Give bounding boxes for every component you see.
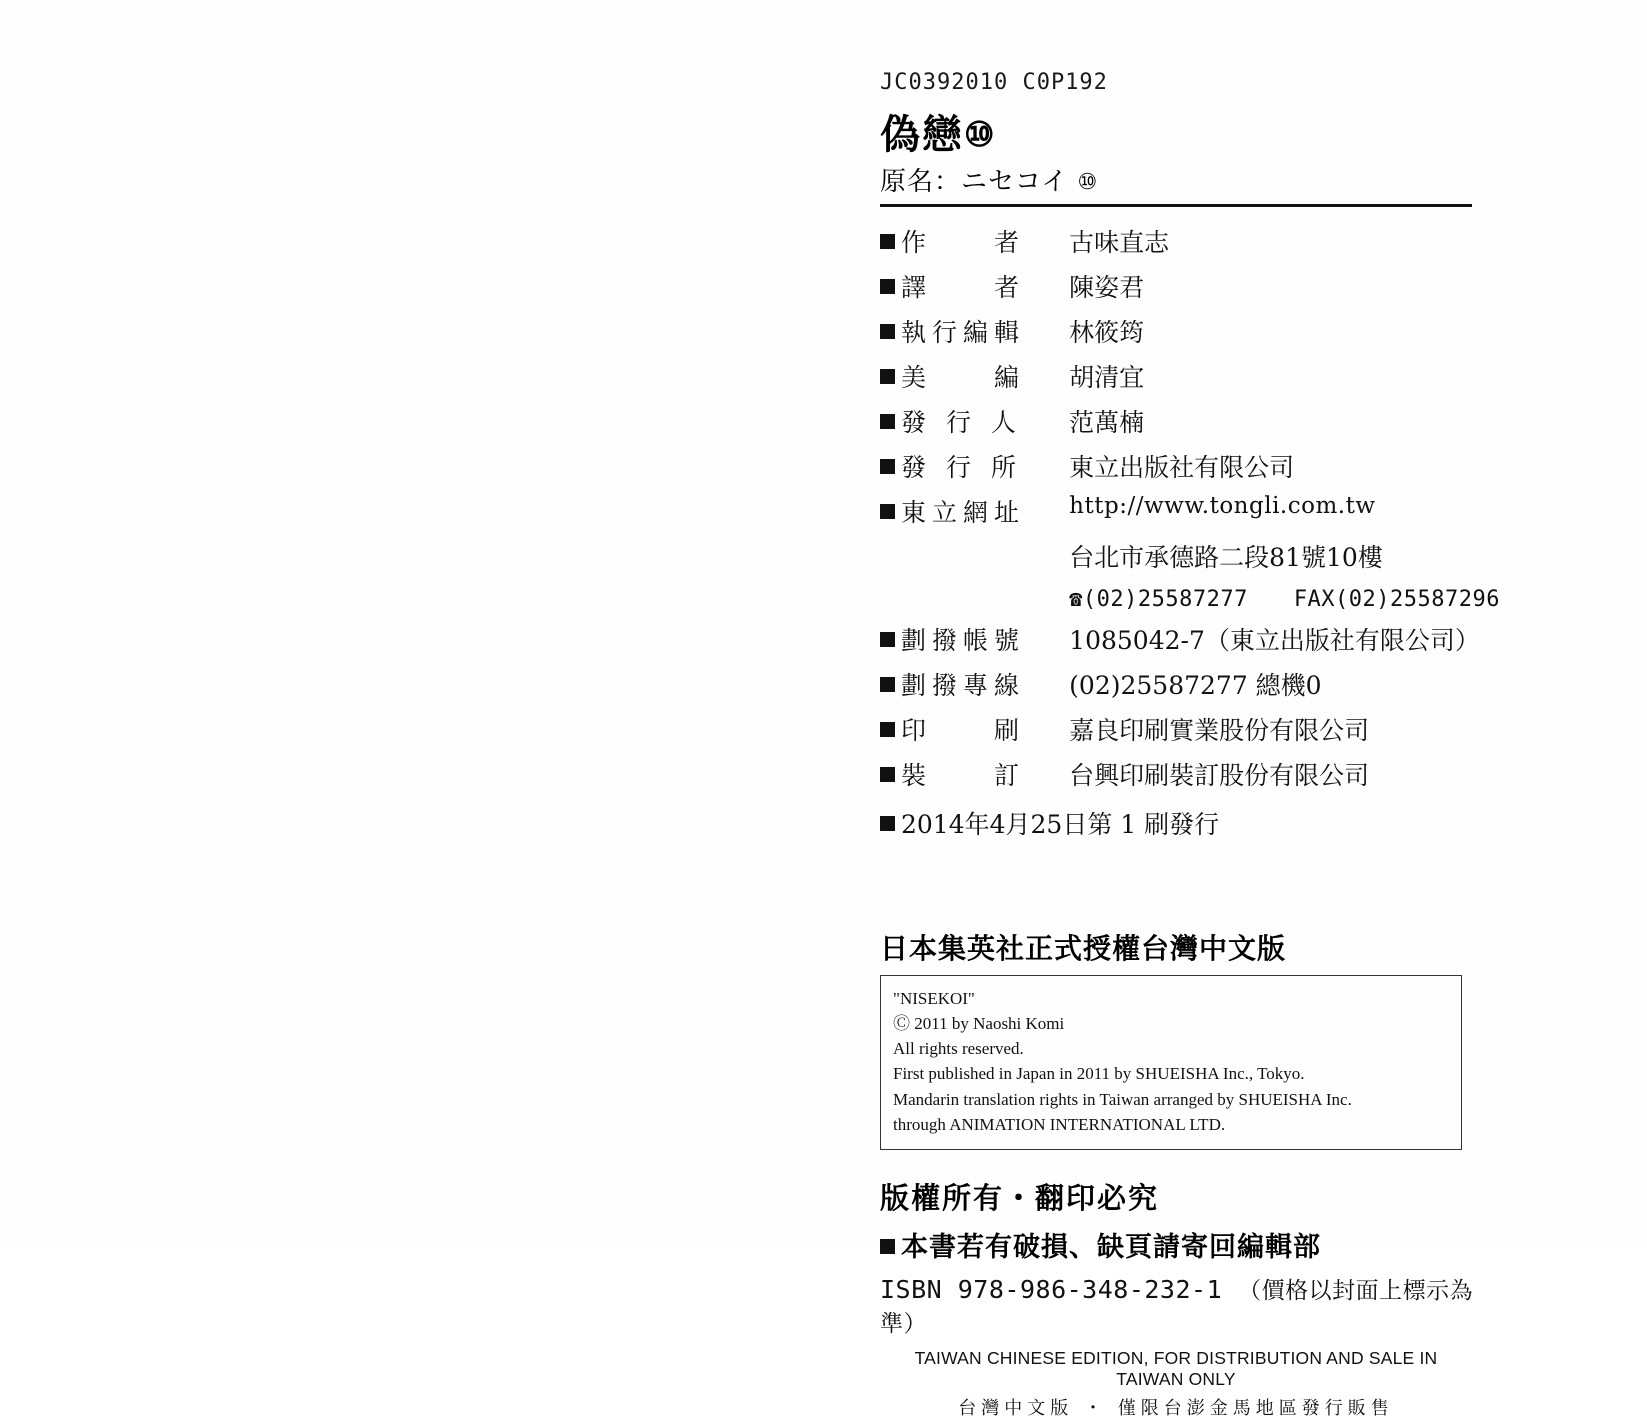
table-row xyxy=(880,268,1500,313)
credit-value: 台興印刷裝訂股份有限公司 xyxy=(1069,761,1370,790)
credit-label-cell xyxy=(880,358,1069,403)
credit-label-cell xyxy=(880,756,1069,801)
isbn-row xyxy=(880,1272,1500,1338)
footer-block xyxy=(880,1176,1500,1420)
credit-value: 古味直志 xyxy=(1069,228,1170,257)
isbn-number: ISBN 978-986-348-232-1 xyxy=(880,1274,1223,1304)
credit-label: 劃撥專線 xyxy=(901,671,1026,700)
spacer-cell xyxy=(880,538,1069,583)
license-heading: 日本集英社正式授權台灣中文版 xyxy=(880,932,1287,965)
table-row xyxy=(880,666,1500,711)
copyright-line: First published in Japan in 2011 by SHUEISHA Inc., Tokyo. xyxy=(893,1064,1305,1084)
credit-label: 劃撥帳號 xyxy=(901,626,1026,655)
table-row xyxy=(880,223,1500,268)
publisher-address: 台北市承德路二段81號10樓 xyxy=(1069,543,1383,572)
credit-label: 裝 訂 xyxy=(901,761,1026,790)
credit-label: 東立網址 xyxy=(901,498,1026,527)
damaged-copy-line xyxy=(880,1225,1500,1264)
credit-label: 印 刷 xyxy=(901,716,1026,745)
rights-reserved-line: 版權所有・翻印必究 xyxy=(880,1180,1160,1215)
bullet-square-icon xyxy=(880,816,895,831)
contact-numbers xyxy=(1069,583,1500,621)
publisher-website-link[interactable]: http://www.tongli.com.tw xyxy=(1069,493,1376,519)
credit-value: 林筱筠 xyxy=(1069,318,1145,347)
page-title xyxy=(880,113,1500,157)
spacer-cell xyxy=(880,583,1069,621)
credit-value: 陳姿君 xyxy=(1069,273,1145,302)
table-row xyxy=(880,621,1500,666)
credit-label-cell xyxy=(880,268,1069,313)
credit-value: 胡清宜 xyxy=(1069,363,1145,392)
copyright-line: Ⓒ 2011 by Naoshi Komi xyxy=(893,1014,1065,1034)
credit-label: 發 行 所 xyxy=(901,453,1022,482)
bullet-square-icon xyxy=(880,279,895,294)
bullet-square-icon xyxy=(880,234,895,249)
table-row xyxy=(880,493,1500,538)
credit-label-cell xyxy=(880,403,1069,448)
table-row xyxy=(880,313,1500,358)
bullet-square-icon xyxy=(880,722,895,737)
credit-value: 范萬楠 xyxy=(1069,408,1145,437)
credit-value: 東立出版社有限公司 xyxy=(1069,453,1295,482)
credit-value: 嘉良印刷實業股份有限公司 xyxy=(1069,716,1370,745)
bullet-square-icon xyxy=(880,767,895,782)
copyright-line: through ANIMATION INTERNATIONAL LTD. xyxy=(893,1114,1226,1134)
bullet-square-icon xyxy=(880,414,895,429)
bullet-square-icon xyxy=(880,459,895,474)
distribution-notice-en: TAIWAN CHINESE EDITION, FOR DISTRIBUTION AND SALE IN TAIWAN ONLY xyxy=(914,1347,1438,1389)
table-row xyxy=(880,711,1500,756)
bullet-square-icon xyxy=(880,504,895,519)
catalog-code: JC0392010 C0P192 xyxy=(880,70,1108,95)
table-row xyxy=(880,448,1500,493)
credit-label: 美 編 xyxy=(901,363,1026,392)
title-text: 偽戀 xyxy=(880,111,964,158)
bullet-square-icon xyxy=(880,1239,895,1254)
print-date-line xyxy=(880,805,1500,841)
fax-number: FAX(02)25587296 xyxy=(1293,587,1500,612)
credit-label-cell xyxy=(880,313,1069,358)
divider-rule xyxy=(880,204,1472,207)
credit-label: 執行編輯 xyxy=(901,318,1026,347)
damaged-copy-text: 本書若有破損、缺頁請寄回編輯部 xyxy=(901,1231,1321,1263)
bullet-square-icon xyxy=(880,369,895,384)
original-title-volume-number: ⑩ xyxy=(1077,170,1099,195)
table-row xyxy=(880,358,1500,403)
credit-label: 發 行 人 xyxy=(901,408,1022,437)
table-row xyxy=(880,403,1500,448)
copyright-line: "NISEKOI" xyxy=(893,989,975,1008)
table-row xyxy=(880,538,1500,583)
credit-label-cell xyxy=(880,666,1069,711)
credit-label-cell xyxy=(880,493,1069,538)
table-row xyxy=(880,756,1500,801)
credit-label: 譯 者 xyxy=(901,273,1026,302)
credit-label-cell xyxy=(880,621,1069,666)
credit-label-cell xyxy=(880,711,1069,756)
credit-label-cell xyxy=(880,448,1069,493)
price-note: （價格以封面上標示為準） xyxy=(880,1277,1474,1337)
copyright-line: Mandarin translation rights in Taiwan arranged by SHUEISHA Inc. xyxy=(893,1089,1352,1109)
telephone-number: ☎(02)25587277 xyxy=(1069,587,1248,612)
bullet-square-icon xyxy=(880,677,895,692)
original-title-label: 原名：ニセコイ xyxy=(880,167,1069,197)
copyright-line: All rights reserved. xyxy=(893,1039,1024,1059)
copyright-box xyxy=(880,975,1462,1150)
colophon-block xyxy=(880,70,1500,1420)
credit-value: 1085042-7（東立出版社有限公司） xyxy=(1069,626,1480,655)
bullet-square-icon xyxy=(880,324,895,339)
bullet-square-icon xyxy=(880,632,895,647)
original-title xyxy=(880,161,1500,198)
credit-label: 作 者 xyxy=(901,228,1026,257)
credit-label-cell xyxy=(880,223,1069,268)
title-volume-number: ⑩ xyxy=(964,115,997,155)
print-date: 2014年4月25日第 1 刷發行 xyxy=(901,810,1220,839)
table-row xyxy=(880,583,1500,621)
credits-table xyxy=(880,223,1500,801)
credit-value: (02)25587277 總機0 xyxy=(1069,671,1322,700)
distribution-notice-cjk: 台灣中文版 ・ 僅限台澎金馬地區發行販售 xyxy=(958,1397,1394,1419)
